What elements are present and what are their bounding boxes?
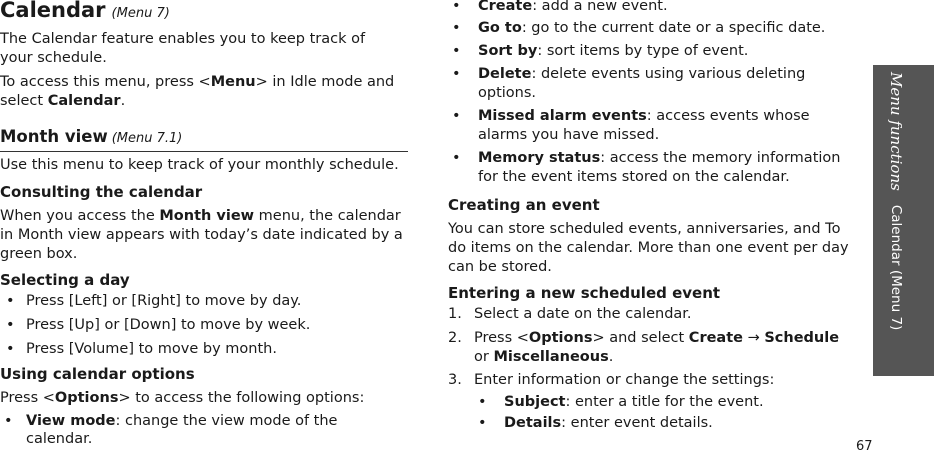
page-title: [0, 0, 170, 22]
entering-heading: Entering a new scheduled event: [448, 284, 721, 302]
access-line2: select Calendar.: [0, 93, 126, 109]
access-line1: To access this menu, press <Menu> in Idle mode and: [0, 74, 395, 90]
creating-line1: You can store scheduled events, anniversaries, and To: [448, 221, 841, 237]
bullet-icon: •: [452, 66, 461, 82]
options-intro: Press <Options> to access the following options:: [0, 390, 365, 406]
consulting-line3: green box.: [0, 246, 78, 262]
chapter-tab-label: [887, 72, 905, 330]
creating-line2: do items on the calendar. More than one event per day: [448, 240, 849, 256]
intro-line2: your schedule.: [0, 50, 107, 66]
tab-subsection: Calendar (Menu 7): [888, 204, 904, 331]
bullet-icon: •: [478, 394, 487, 410]
tab-section: Menu functions: [887, 72, 905, 191]
arrow-icon: →: [742, 330, 765, 346]
bullet-icon: •: [452, 150, 461, 166]
selecting-heading: Selecting a day: [0, 271, 130, 289]
consulting-heading: Consulting the calendar: [0, 183, 203, 201]
consulting-line2: in Month view appears with today’s date indicated by a: [0, 227, 403, 243]
intro-line1: The Calendar feature enables you to keep track of: [0, 31, 366, 47]
creating-line3: can be stored.: [448, 259, 552, 275]
menu-key: Menu: [210, 74, 256, 90]
bullet-icon: •: [478, 415, 487, 431]
bullet-icon: •: [452, 43, 461, 59]
consulting-line1: When you access the Month view menu, the calendar: [0, 208, 401, 224]
bullet-icon: •: [452, 0, 461, 14]
options-heading: Using calendar options: [0, 365, 195, 383]
creating-heading: Creating an event: [448, 196, 600, 214]
bullet-icon: •: [4, 413, 13, 429]
title-text: Calendar: [0, 0, 106, 22]
title-menu-ref: (Menu 7): [111, 6, 170, 21]
month-view-heading: Month view (Menu 7.1): [0, 127, 183, 146]
bullet-icon: •: [6, 341, 15, 357]
bullet-icon: •: [452, 20, 461, 36]
bullet-icon: •: [452, 108, 461, 124]
month-view-desc: Use this menu to keep track of your monthly schedule.: [0, 157, 399, 173]
section-divider: [0, 151, 408, 152]
bullet-icon: •: [6, 293, 15, 309]
bullet-icon: •: [6, 317, 15, 333]
page-number: 67: [856, 439, 873, 454]
